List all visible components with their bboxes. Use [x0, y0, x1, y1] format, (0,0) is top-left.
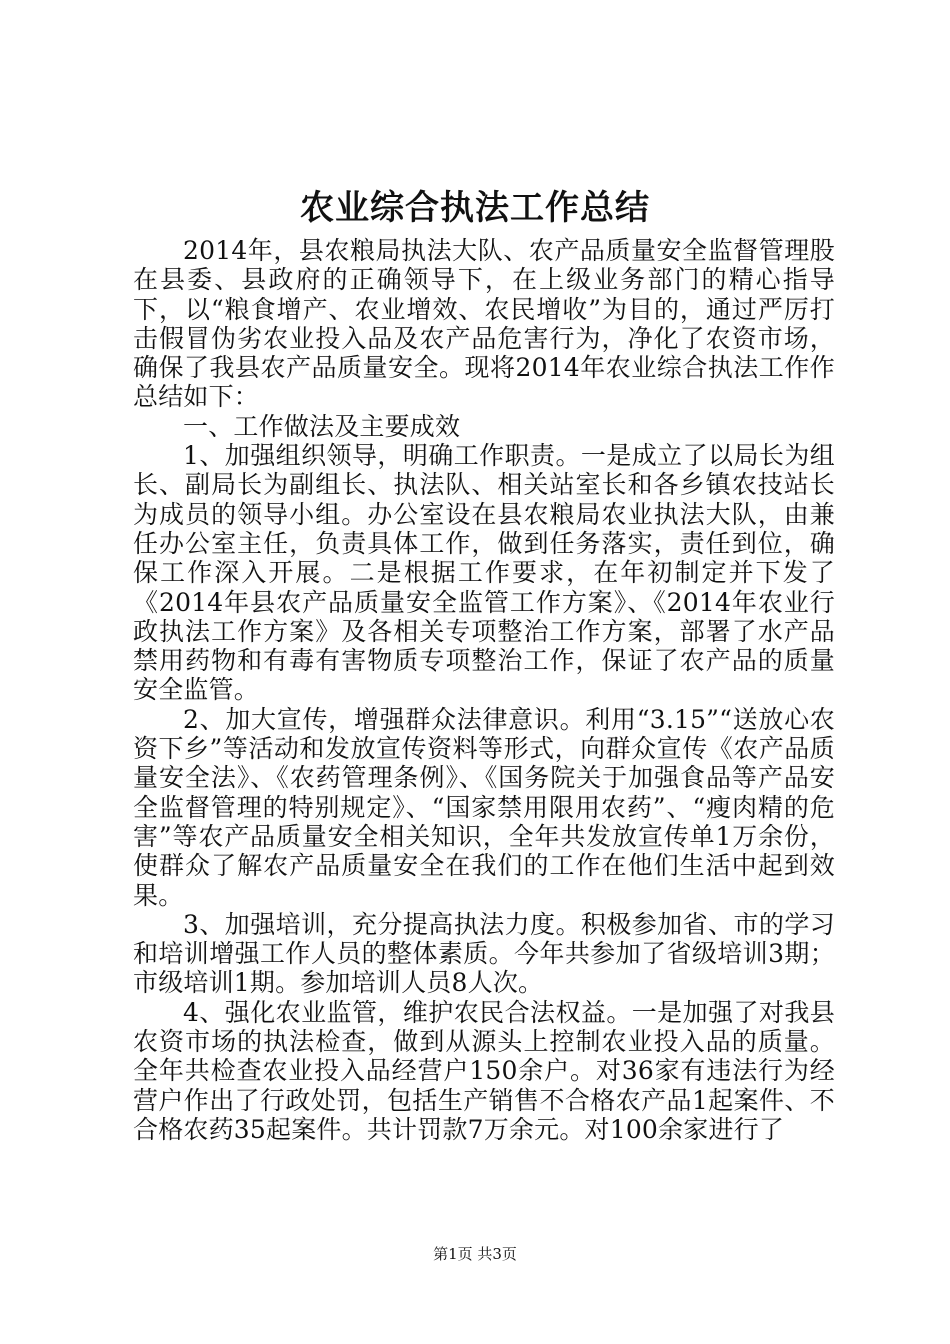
paragraph-item-4: 4、强化农业监管，维护农民合法权益。一是加强了对我县农资市场的执法检查，做到从源头上控制农业投入品的质量。全年共检查农业投入品经营户150余户。对36家有违法行为经营户作出了行政处罚，包括生产销售不合格农产品1起案件、不合格农药35起案件。共计罚款7万余元。对100余家进行了 [133, 997, 835, 1144]
section-heading: 一、工作做法及主要成效 [183, 411, 461, 441]
paragraph-intro: 2014年，县农粮局执法大队、农产品质量安全监督管理股在县委、县政府的正确领导下，在上级业务部门的精心指导下，以“粮食增产、农业增效、农民增收”为目的，通过严厉打击假冒伪劣农业投入品及农产品危害行为，净化了农资市场，确保了我县农产品质量安全。现将2014年农业综合执法工作作总结如下： [133, 236, 835, 412]
paragraph-item-3: 3、加强培训，充分提高执法力度。积极参加省、市的学习和培训增强工作人员的整体素质。今年共参加了省级培训3期；市级培训1期。参加培训人员8人次。 [133, 909, 835, 998]
paragraph-item-1: 1、加强组织领导，明确工作职责。一是成立了以局长为组长、副局长为副组长、执法队、相关站室长和各乡镇农技站长为成员的领导小组。办公室设在县农粮局农业执法大队，由兼任办公室主任，负责具体工作，做到任务落实，责任到位，确保工作深入开展。二是根据工作要求，在年初制定并下发了《2014年县农产品质量安全监管工作方案》、《2014年农业行政执法工作方案》及各相关专项整治工作方案，部署了水产品禁用药物和有毒有害物质专项整治工作，保证了农产品的质量安全监管。 [133, 441, 835, 705]
page-footer: 第1页 共3页 [433, 1245, 517, 1263]
paragraph-item-2: 2、加大宣传，增强群众法律意识。利用“3.15”“送放心农资下乡”等活动和发放宣传资料等形式，向群众宣传《农产品质量安全法》、《农药管理条例》、《国务院关于加强食品等产品安全监督管理的特别规定》、“国家禁用限用农药”、“瘦肉精的危害”等农产品质量安全相关知识，全年共发放宣传单1万余份，使群众了解农产品质量安全在我们的工作在他们生活中起到效果。 [133, 704, 835, 910]
document-title: 农业综合执法工作总结 [300, 188, 650, 228]
document-body [133, 236, 835, 1144]
